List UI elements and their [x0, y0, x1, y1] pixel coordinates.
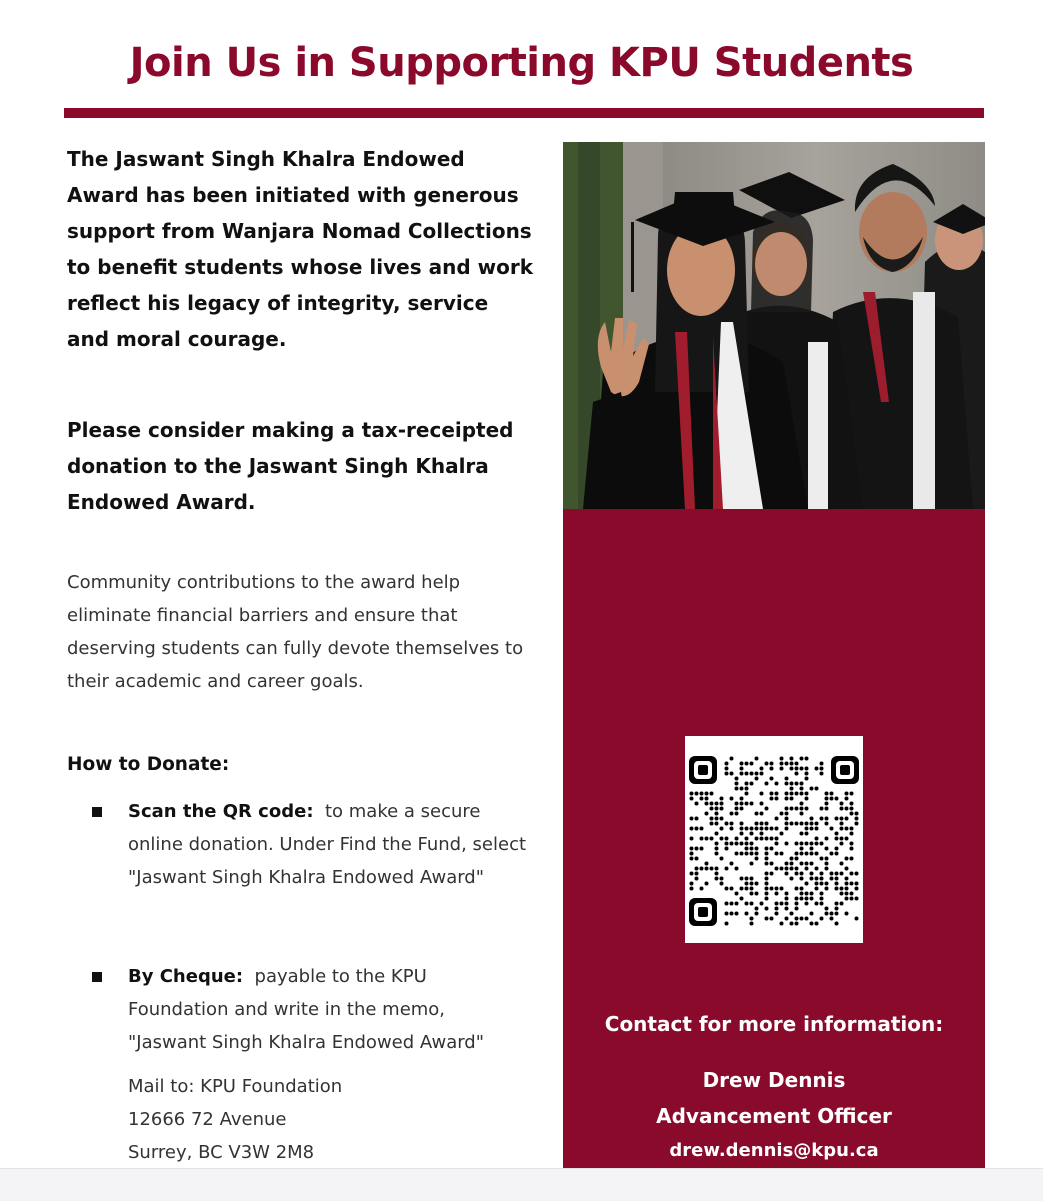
qr-code-icon [685, 736, 863, 943]
donation-ask-paragraph: Please consider making a tax-receipted donation to the Jaswant Singh Khalra Endowed Award. [67, 418, 514, 514]
mail-line: Mail to: KPU Foundation [128, 1076, 343, 1097]
cheque-donation-text: payable to the KPU Foundation and write in the memo, "Jaswant Singh Khalra Endowed Award" [128, 966, 485, 1053]
title-divider [64, 108, 984, 118]
cheque-donation-item [128, 960, 528, 1059]
graduation-photo [563, 142, 985, 509]
graduates-illustration [563, 142, 985, 509]
intro-paragraph: The Jaswant Singh Khalra Endowed Award has been initiated with generous support from Wanjara Nomad Collections to benefit students whose lives and work reflect his legacy of integrity, service and moral courage. [67, 147, 534, 351]
bottom-bar [0, 1168, 1043, 1201]
community-paragraph: Community contributions to the award help eliminate financial barriers and ensure that deserving students can fully devote themselves to their academic and career goals. [67, 572, 524, 692]
qr-finder-top-right [831, 756, 859, 784]
contact-name: Drew Dennis [702, 1068, 846, 1092]
qr-code[interactable] [685, 736, 863, 943]
page-title: Join Us in Supporting KPU Students [129, 40, 914, 86]
mail-line: Surrey, BC V3W 2M8 [128, 1142, 315, 1163]
qr-donation-item [128, 795, 528, 894]
qr-finder-top-left [689, 756, 717, 784]
qr-finder-bottom-left [689, 898, 717, 926]
mail-line: 12666 72 Avenue [128, 1109, 287, 1130]
bullet-icon [92, 807, 102, 817]
mailing-address [128, 1070, 342, 1169]
contact-role: Advancement Officer [656, 1104, 892, 1128]
how-to-donate-heading: How to Donate: [67, 754, 230, 775]
contact-email[interactable]: drew.dennis@kpu.ca [669, 1140, 879, 1161]
qr-donation-label: Scan the QR code: [128, 801, 314, 822]
bullet-icon [92, 972, 102, 982]
cheque-donation-label: By Cheque: [128, 966, 244, 987]
qr-donation-text: to make a secure online donation. Under Find the Fund, select "Jaswant Singh Khalra Endowed Award" [128, 801, 527, 888]
contact-heading: Contact for more information: [604, 1012, 944, 1036]
